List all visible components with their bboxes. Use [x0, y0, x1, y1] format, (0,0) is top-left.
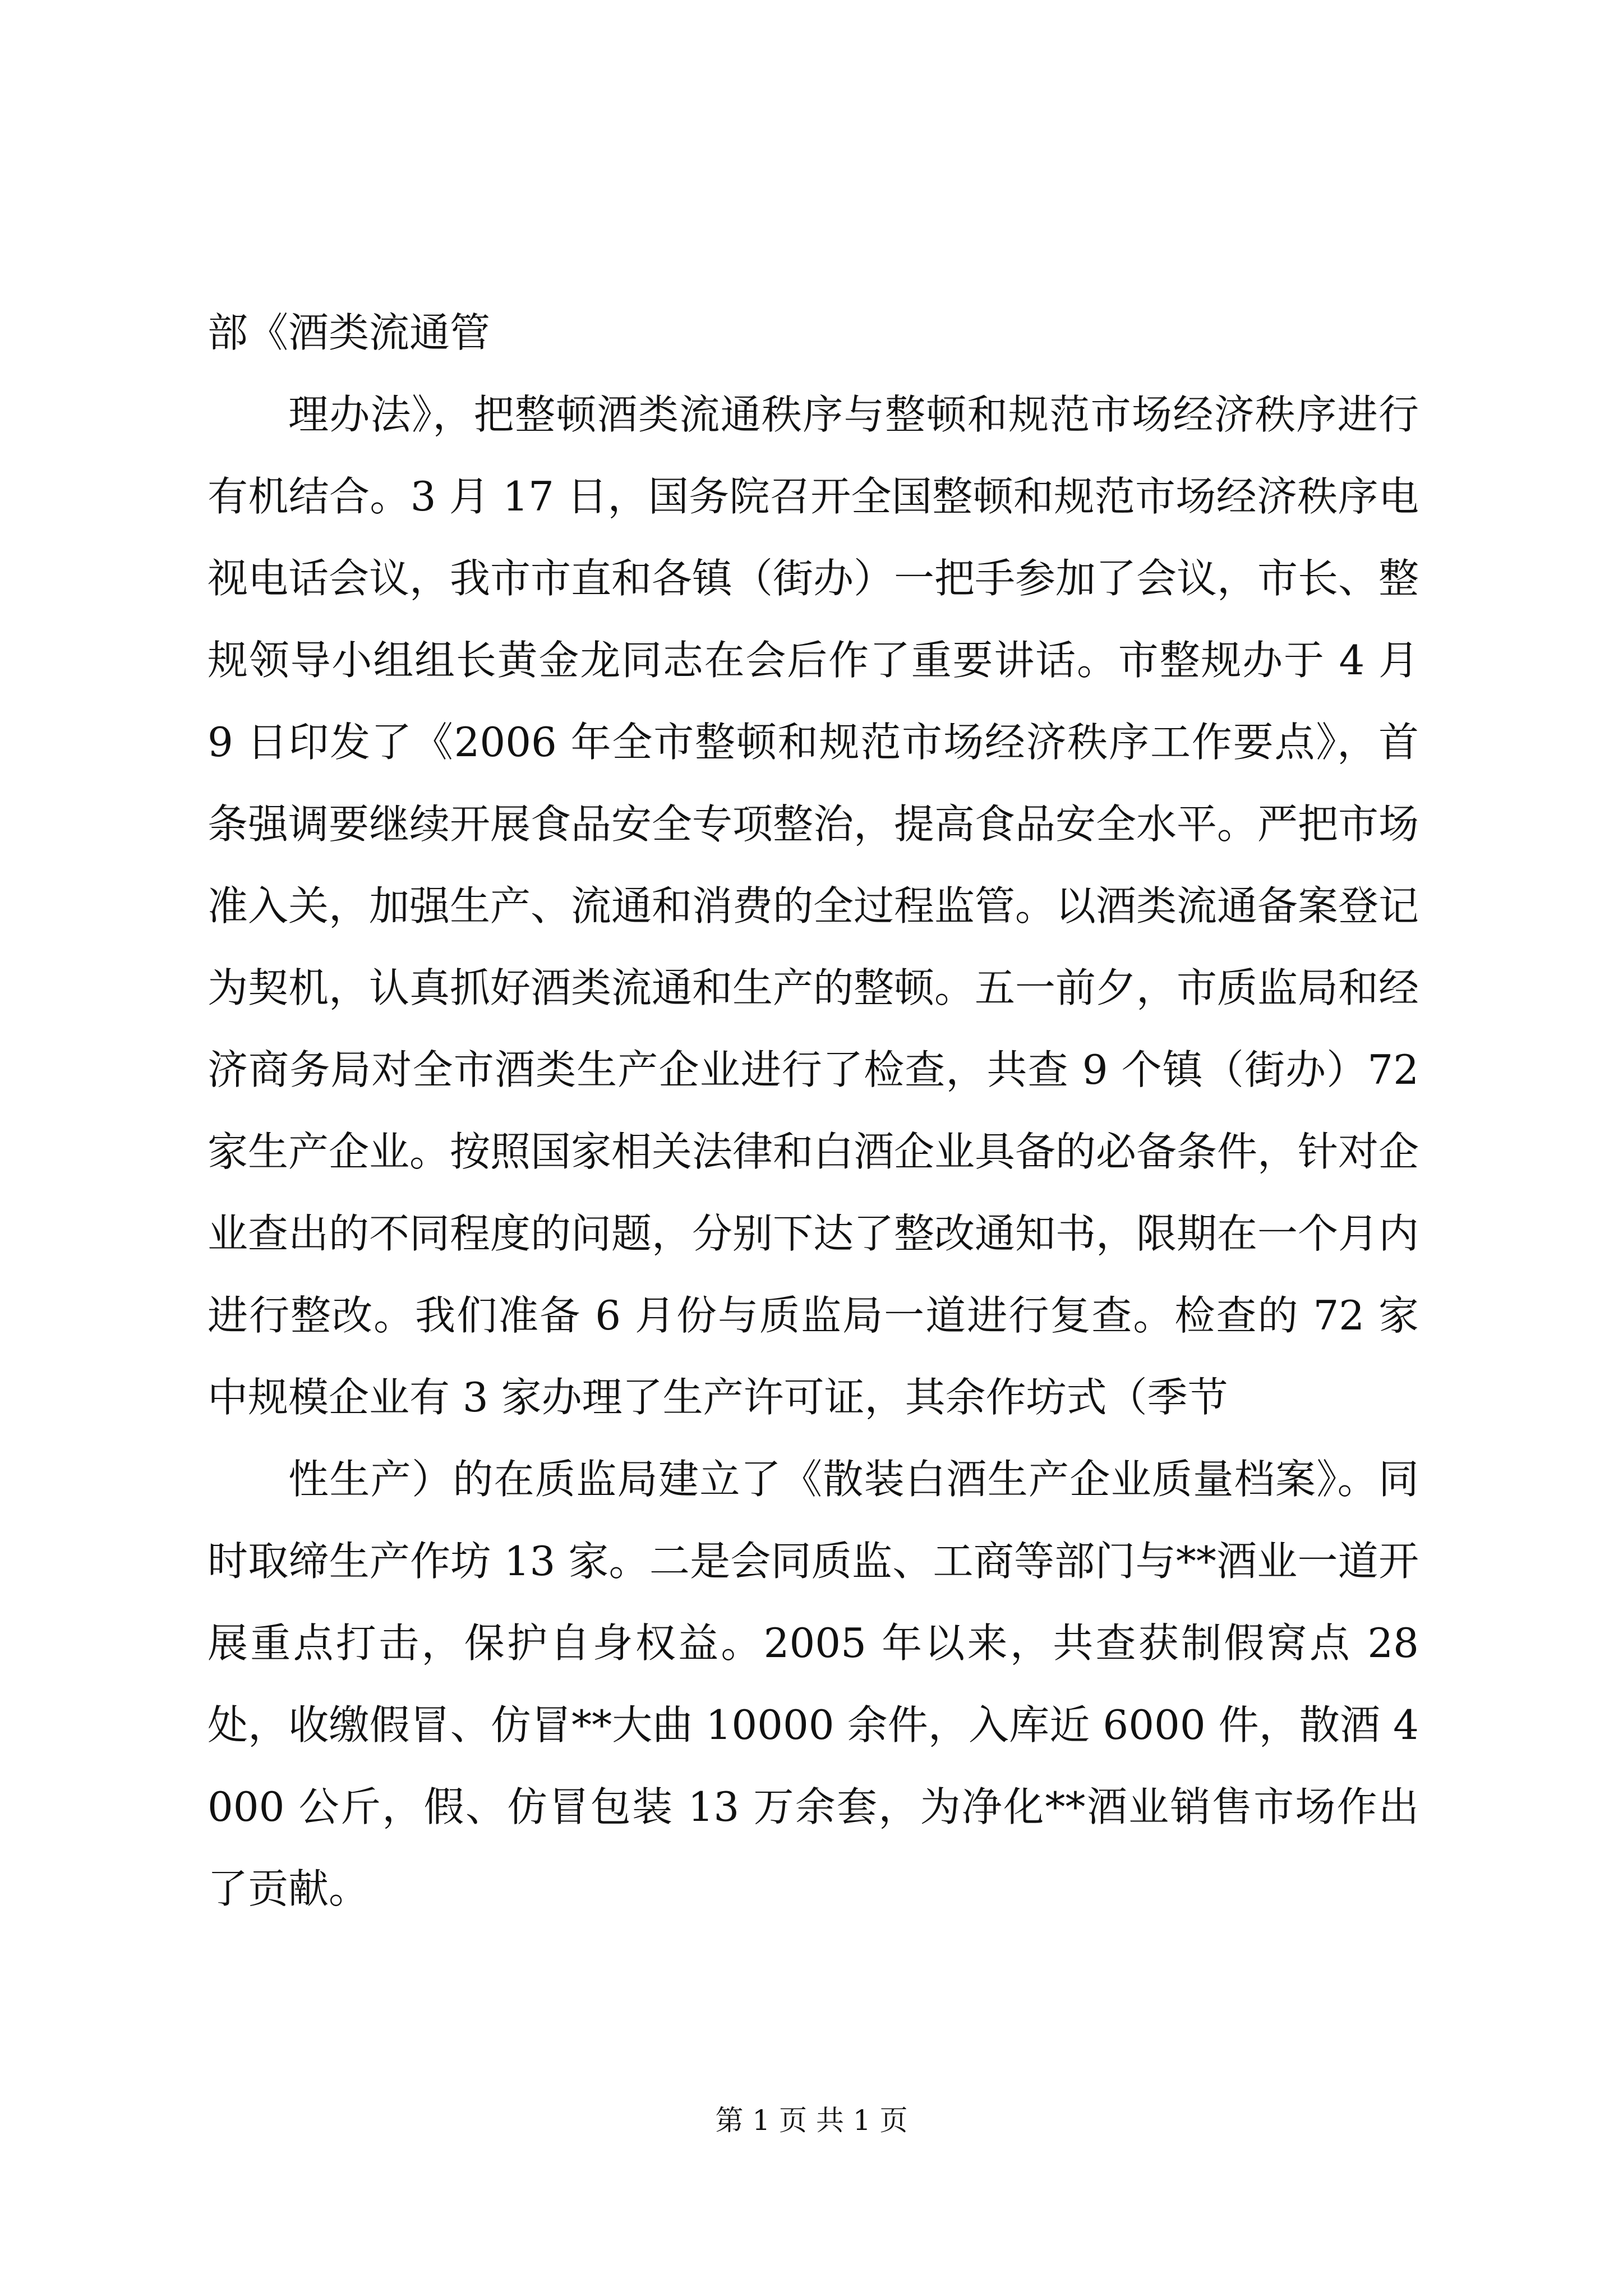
- page-footer: 第 1 页 共 1 页: [715, 2104, 908, 2137]
- paragraph-1: 部《酒类流通管: [208, 309, 491, 356]
- paragraph-2: 理办法》，把整顿酒类流通秩序与整顿和规范市场经济秩序进行有机结合。3 月 17 日，国务院召开全国整顿和规范市场经济秩序电视电话会议，我市市直和各镇（街办）一把手参加了会议，市长、整规领导小组组长黄金龙同志在会后作了重要讲话。市整规办于 4 月 9 日印发了《2006 年全市整顿和规范市场经济秩序工作要点》，首条强调要继续开展食品安全专项整治，提高食品安全水平。严把市场准入关，加强生产、流通和消费的全过程监管。以酒类流通备案登记为契机，认真抓好酒类流通和生产的整顿。五一前夕，市质监局和经济商务局对全市酒类生产企业进行了检查，共查 9 个镇（街办）72 家生产企业。按照国家相关法律和白酒企业具备的必备条件，针对企业查出的不同程度的问题，分别下达了整改通知书，限期在一个月内进行整改。我们准备 6 月份与质监局一道进行复查。检查的 72 家中规模企业有 3 家办理了生产许可证，其余作坊式（季节: [208, 391, 1432, 1421]
- document-body: [208, 292, 1432, 1930]
- paragraph-3: 性生产）的在质监局建立了《散装白酒生产企业质量档案》。同时取缔生产作坊 13 家。二是会同质监、工商等部门与**酒业一道开展重点打击，保护自身权益。2005 年以来，共查获制假窝点 28 处，收缴假冒、仿冒**大曲 10000 余件，入库近 6000 件，散酒 4000 公斤，假、仿冒包装 13 万余套，为净化**酒业销售市场作出了贡献。: [208, 1456, 1432, 1912]
